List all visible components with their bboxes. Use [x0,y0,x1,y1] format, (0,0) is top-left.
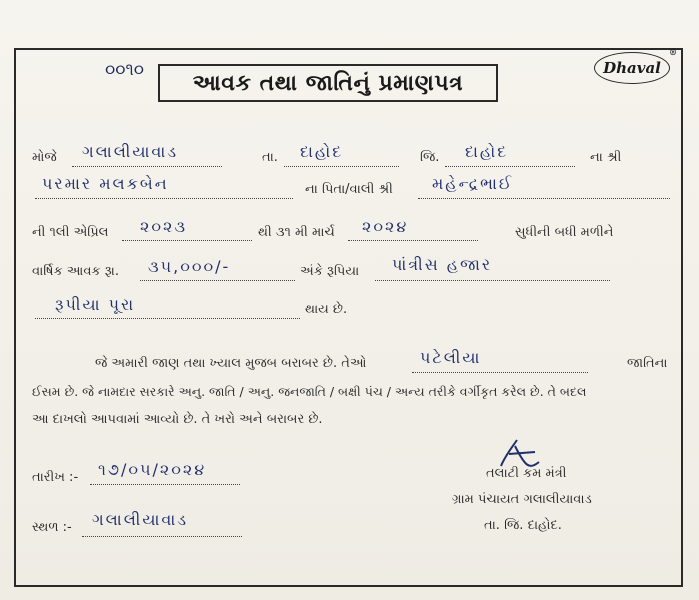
from-label: ની ૧લી એપ્રિલ [32,225,109,240]
signatory-location: તા. જિ. દાહોદ. [484,518,562,533]
serial-number: ૦૦૧૦ [105,60,145,80]
taluka-line [284,166,399,167]
place-value: ગલાલીયાવાડ [92,510,189,529]
place-label: સ્થળ :- [32,520,72,535]
from-year: ૨૦૨૩ [140,217,188,236]
words-label: અંકે રૂપિયા [300,264,360,279]
caste-value: પટેલીયા [420,348,482,367]
paragraph-line-2: ઈસમ છે. જે નામદાર સરકારે અનુ. જાતિ / અનુ. જનજાતિ / બક્ષી પંચ / અન્ય તરીકે વર્ગીકૃત કરેલ છે. તે બદલ [32,384,587,399]
moje-line [72,166,222,167]
to-year: ૨૦૨૪ [362,217,409,236]
date-value: ૧૭/૦૫/૨૦૨૪ [98,460,207,479]
na-shri-label: ના શ્રી [590,150,622,165]
to-label: થી ૩૧ મી માર્ચ [258,225,335,240]
moje-label: મોજે [32,150,57,165]
father-value: મહેન્દ્રભાઈ [432,174,514,193]
until-label: સુધીની બધી મળીને [515,225,614,240]
brand-logo-text: Dhaval [603,59,661,77]
moje-value: ગલાલીયાવાડ [82,142,179,161]
district-label: જિ. [420,150,440,165]
district-line [445,166,575,167]
registered-mark: ® [669,47,677,57]
paragraph-line-1b: જાતિના [627,356,668,371]
father-line [418,198,670,199]
signatory-office: ગ્રામ પંચાયત ગલાલીયાવાડ [452,492,592,507]
paragraph-line-3: આ દાખલો આપવામાં આવ્યો છે. તે ખરો અને બરાબર છે. [32,412,323,427]
name-value: પરમાર મલકબેન [42,174,169,193]
district-value: દાહોદ [465,142,509,161]
father-label: ના પિતા/વાલી શ્રી [305,182,393,197]
paragraph-line-1a: જે અમારી જાણ તથા ખ્યાલ મુજબ બરાબર છે. તેઓ [95,356,367,371]
words-line [375,280,610,281]
words-line-2 [35,318,300,319]
place-line [82,536,242,537]
income-label: વાર્ષિક આવક રૂા. [32,264,119,279]
income-words-value: પાંત્રીસ હજાર [392,255,493,274]
thay-che-label: થાય છે. [305,302,348,317]
signatory-title: તલાટી કમ મંત્રી [486,466,567,481]
income-value: ૩૫,૦૦૦/- [148,257,231,276]
date-line [90,484,240,485]
taluka-label: તા. [262,150,278,165]
brand-logo [594,47,677,84]
income-words-value-2: રૂપીયા પૂરા [55,295,136,314]
name-line [35,198,293,199]
income-line [140,280,295,281]
to-line [348,240,478,241]
date-label: તારીખ :- [32,470,79,485]
taluka-value: દાહોદ [300,142,344,161]
from-line [122,240,252,241]
certificate-title: આવક તથા જાતિનું પ્રમાણપત્ર [158,64,498,102]
caste-line [412,372,588,373]
